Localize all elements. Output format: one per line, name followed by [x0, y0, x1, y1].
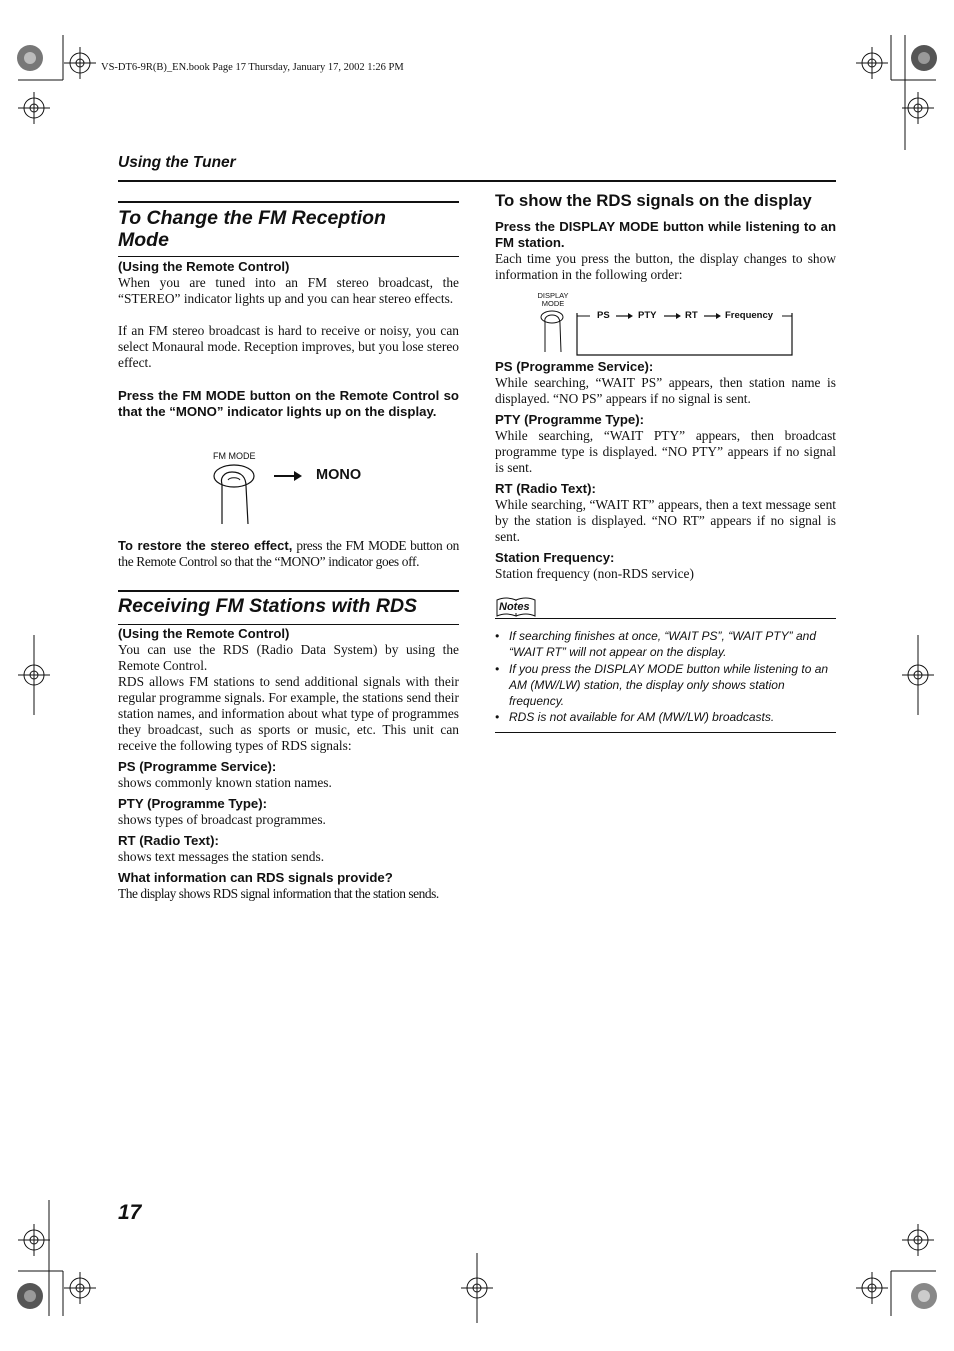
sec1-subheading: (Using the Remote Control) [118, 259, 290, 274]
note-item [495, 661, 836, 709]
sec2-ps-text: shows commonly known station names. [118, 775, 332, 790]
sec1-title-line1: To Change the FM Reception [118, 207, 386, 229]
display-mode-button-label [532, 292, 574, 308]
rds-rt-heading: RT (Radio Text): [495, 481, 596, 496]
note-text: RDS is not available for AM (MW/LW) broadcasts. [509, 710, 775, 724]
note-item [495, 628, 836, 660]
sec2-bottom-rule [118, 624, 459, 625]
rds-instruction: Press the DISPLAY MODE button while listening to an FM station. [495, 219, 836, 250]
sec2-title: Receiving FM Stations with RDS [118, 595, 418, 617]
running-header: Using the Tuner [118, 154, 236, 171]
sec2-ps-heading: PS (Programme Service): [118, 759, 277, 774]
notes-top-rule [495, 618, 836, 619]
sec1-bottom-rule [118, 256, 459, 257]
notes-bottom-rule [495, 732, 836, 733]
sec2-what-heading: What information can RDS signals provide? [118, 870, 393, 885]
sec2-pty-heading: PTY (Programme Type): [118, 796, 268, 811]
seq-rt: RT [685, 310, 698, 321]
print-header: VS-DT6-9R(B)_EN.book Page 17 Thursday, January 17, 2002 1:26 PM [101, 62, 404, 73]
restore-stereo-text: press the FM MODE button on the Remote Control so that the “MONO” indicator goes off. [118, 538, 459, 569]
finger-press-icon [210, 462, 262, 526]
restore-stereo-note [118, 538, 459, 570]
seq-pty: PTY [638, 310, 657, 321]
note-text: If you press the DISPLAY MODE button while listening to an AM (MW/LW) station, the display only shows station frequency. [509, 662, 829, 708]
page-number: 17 [118, 1201, 142, 1224]
rds-pty-heading: PTY (Programme Type): [495, 412, 645, 427]
rds-rt-text: While searching, “WAIT RT” appears, then a text message sent by the station is displayed. “NO RT” appears if no signal is sent. [495, 497, 836, 544]
sec2-rt-text: shows text messages the station sends. [118, 849, 325, 864]
header-rule [118, 180, 836, 182]
rds-freq-text: Station frequency (non-RDS service) [495, 566, 694, 581]
sec2-what-text: The display shows RDS signal information that the station sends. [118, 886, 439, 901]
sec2-paragraph-2: RDS allows FM stations to send additional signals with their regular programme signals. For example, the stations send their station names, and information about what type of programmes they broadcast, such as sports or music, etc. This unit can receive the following types of RDS signals: [118, 674, 459, 753]
mono-indicator-label: MONO [316, 467, 362, 483]
sec2-paragraph-1: You can use the RDS (Radio Data System) by using the Remote Control. [118, 642, 459, 673]
restore-stereo-bold: To restore the stereo effect, [118, 538, 293, 553]
bullet: • [495, 710, 500, 724]
display-mode-label-line1: DISPLAY [537, 291, 569, 300]
sec1-paragraph-1: When you are tuned into an FM stereo broadcast, the “STEREO” indicator lights up and you can hear stereo effects. [118, 275, 459, 306]
sec1-paragraph-2: If an FM stereo broadcast is hard to receive or noisy, you can select Monaural mode. Reception improves, but you lose stereo effect. [118, 323, 459, 370]
display-mode-label-line2: MODE [541, 299, 565, 308]
sec2-top-rule [118, 590, 459, 592]
arrow-right-icon [274, 470, 302, 482]
rds-pty-text: While searching, “WAIT PTY” appears, then broadcast programme type is displayed. “NO PTY” appears if no signal is sent. [495, 428, 836, 475]
finger-press-icon-small [538, 308, 568, 354]
bullet: • [495, 662, 500, 676]
sec2-subheading: (Using the Remote Control) [118, 626, 290, 641]
note-item [495, 709, 836, 725]
bullet: • [495, 629, 500, 643]
rds-ps-heading: PS (Programme Service): [495, 359, 654, 374]
notes-label: Notes [499, 601, 530, 613]
fm-mode-button-label: FM MODE [213, 451, 256, 461]
sec1-title-line2: Mode [118, 229, 169, 251]
sec1-title [118, 207, 459, 251]
seq-ps: PS [597, 310, 610, 321]
sec2-pty-text: shows types of broadcast programmes. [118, 812, 326, 827]
seq-frequency: Frequency [725, 310, 774, 321]
sec2-rt-heading: RT (Radio Text): [118, 833, 219, 848]
rds-freq-heading: Station Frequency: [495, 550, 615, 565]
rds-display-title: To show the RDS signals on the display [495, 191, 812, 210]
sec1-instruction: Press the FM MODE button on the Remote Control so that the “MONO” indicator lights up on the display. [118, 388, 459, 419]
sec1-top-rule [118, 201, 459, 203]
rds-paragraph: Each time you press the button, the display changes to show information in the following order: [495, 251, 836, 282]
note-text: If searching finishes at once, “WAIT PS”, “WAIT PTY” and “WAIT RT” will not appear on the display. [509, 629, 816, 659]
rds-ps-text: While searching, “WAIT PS” appears, then station name is displayed. “NO PS” appears if no signal is sent. [495, 375, 836, 406]
